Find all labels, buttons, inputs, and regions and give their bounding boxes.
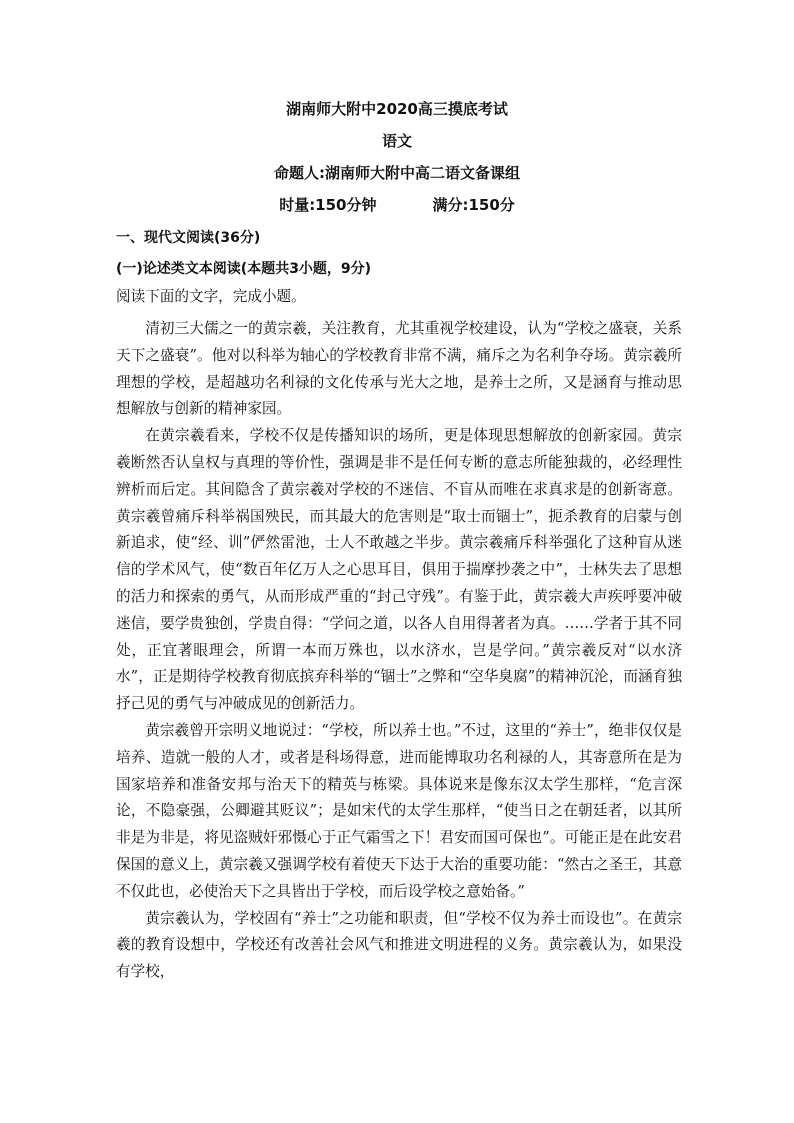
reading-instruction: 阅读下面的文字，完成小题。 — [116, 288, 306, 305]
section-title: 一、现代文阅读(36分) — [116, 230, 261, 246]
time-score-line — [0, 198, 794, 213]
passage-paragraph: 黄宗羲认为，学校固有“养士”之功能和职责，但“学校不仅为养士而设也”。在黄宗羲的教育设想中，学校还有改善社会风气和推进文明进程的义务。黄宗羲认为，如果没有学校， — [116, 909, 682, 981]
author-line: 命题人:湖南师大附中高二语文备课组 — [273, 164, 520, 182]
passage-paragraph: 黄宗羲曾开宗明义地说过：“学校，所以养士也。”不过，这里的“养士”，绝非仅仅是培养、造就一般的人才，或者是科场得意，进而能博取功名利禄的人，其寄意所在是为国家培养和准备安邦与治天下的精英与栋梁。具体说来是像东汉太学生那样，“危言深论，不隐豪强，公卿避其贬议”；是如宋代的太学生那样，“使当日之在朝廷者，以其所非是为非是，将见盗贼奸邪慑心于正气霜雪之下！君安而国可保也”。可能正是在此安君保国的意义上，黄宗羲又强调学校有着使天下达于大治的重要功能：“然古之圣王，其意不仅此也，必使治天下之具皆出于学校，而后设学校之意始备。” — [116, 721, 682, 900]
passage-paragraph: 在黄宗羲看来，学校不仅是传播知识的场所，更是体现思想解放的创新家园。黄宗羲断然否认皇权与真理的等价性，强调是非不是任何专断的意志所能独裁的，必经理性辨析而后定。其间隐含了黄宗羲对学校的不迷信、不盲从而唯在求真求是的创新寄意。黄宗羲曾痛斥科举祸国殃民，而其最大的危害则是“取士而锢士”，扼杀教育的启蒙与创新追求，使“经、训”俨然雷池，士人不敢越之半步。黄宗羲痛斥科举强化了这种盲从迷信的学术风气，使“数百年亿万人之心思耳目，俱用于揣摩抄袭之中”，士林失去了思想的活力和探索的勇气，从而形成严重的“封己守残”。有鉴于此，黄宗羲大声疾呼要冲破迷信，要学贵独创，学贵自得：“学问之道，以各人自用得著者为真。……学者于其不同处，正宜著眼理会，所谓一本而万殊也，以水济水，岂是学问。”黄宗羲反对“以水济水”，正是期待学校教育彻底摈弃科举的“锢士”之弊和“空华臭腐”的精神沉沦，而涵育独抒己见的勇气与冲破成见的创新活力。 — [116, 427, 682, 713]
exam-title: 湖南师大附中2020高三摸底考试 — [286, 100, 508, 118]
subject-title: 语文 — [381, 132, 412, 150]
exam-duration: 时量:150分钟 — [279, 196, 377, 214]
full-score: 满分:150分 — [432, 196, 515, 214]
passage-paragraph: 清初三大儒之一的黄宗羲，关注教育，尤其重视学校建设，认为“学校之盛衰，关系天下之盛衰”。他对以科举为轴心的学校教育非常不满，痛斥之为名利争夺场。黄宗羲所理想的学校，是超越功名利禄的文化传承与光大之地，是养士之所，又是涵育与推动思想解放与创新的精神家园。 — [116, 320, 682, 418]
exam-header — [0, 102, 794, 230]
subsection-title: (一)论述类文本阅读(本题共3小题，9分) — [116, 261, 372, 277]
passage — [116, 316, 682, 986]
